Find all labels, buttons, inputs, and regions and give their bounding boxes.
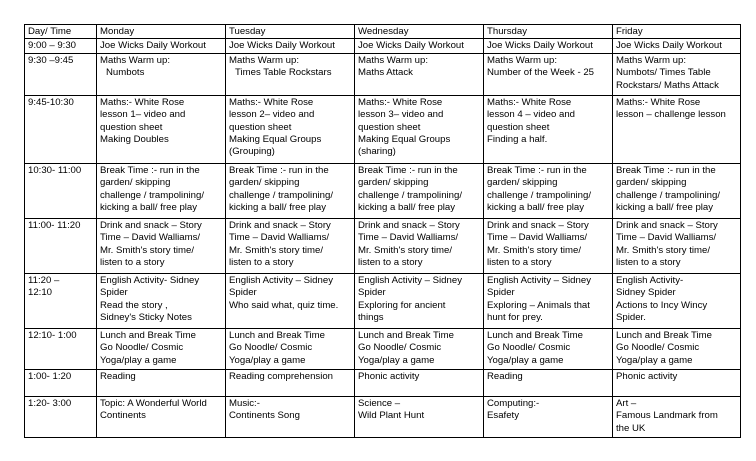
activity-cell-wednesday (355, 218, 484, 273)
time-label: 1:20- 3:00 (28, 397, 72, 409)
time-cell (25, 273, 97, 328)
activity-cell-wednesday (355, 95, 484, 163)
activity-line: Go Noodle/ Cosmic (229, 342, 313, 354)
activity-line: Drink and snack – Story (616, 219, 718, 231)
activity-line: kicking a ball/ free play (358, 202, 456, 214)
time-cell (25, 328, 97, 369)
activity-line: Go Noodle/ Cosmic (100, 342, 184, 354)
activity-line: garden/ skipping (616, 177, 687, 189)
activity-line: Mr. Smith's story time/ (100, 244, 195, 256)
time-label: 1:00- 1:20 (28, 370, 72, 382)
activity-line: Go Noodle/ Cosmic (358, 342, 442, 354)
header-label: Friday (616, 26, 643, 37)
header-monday (97, 25, 226, 39)
activity-line: Break Time :- run in the (358, 164, 458, 176)
activity-line: Yoga/play a game (616, 354, 693, 366)
activity-line: Spider (100, 287, 128, 299)
activity-line: challenge / trampolining/ (229, 189, 333, 201)
activity-line: challenge / trampolining/ (487, 189, 591, 201)
activity-cell-thursday (484, 218, 613, 273)
table-row (25, 369, 741, 396)
activity-cell-wednesday (355, 53, 484, 95)
activity-line: Continents Song (229, 410, 300, 422)
activity-line: Maths:- White Rose (616, 96, 701, 108)
activity-line: Phonic activity (616, 370, 678, 382)
activity-line: garden/ skipping (100, 177, 171, 189)
time-label: 9:30 –9:45 (28, 54, 74, 66)
activity-line: Joe Wicks Daily Workout (100, 40, 206, 52)
activity-cell-monday (97, 39, 226, 53)
activity-cell-monday (97, 95, 226, 163)
activity-line: English Activity- Sidney (100, 274, 200, 286)
activity-cell-tuesday (226, 95, 355, 163)
activity-line: Maths:- White Rose (229, 96, 314, 108)
activity-cell-friday (613, 39, 741, 53)
activity-line: (sharing) (358, 146, 396, 158)
header-wednesday (355, 25, 484, 39)
activity-cell-thursday (484, 39, 613, 53)
activity-line: Lunch and Break Time (229, 329, 325, 341)
timetable-body (25, 25, 741, 438)
activity-cell-tuesday (226, 39, 355, 53)
activity-line: Maths Warm up: (487, 54, 558, 66)
table-row (25, 218, 741, 273)
activity-line: Rockstars/ Maths Attack (616, 79, 719, 91)
activity-line: Science – (358, 397, 401, 409)
activity-line: Drink and snack – Story (229, 219, 331, 231)
activity-line: Reading (100, 370, 136, 382)
activity-line: the UK (616, 422, 646, 434)
activity-cell-monday (97, 218, 226, 273)
header-label: Tuesday (229, 26, 266, 37)
activity-line: Maths:- White Rose (358, 96, 443, 108)
activity-cell-tuesday (226, 53, 355, 95)
time-label: 9:00 – 9:30 (28, 40, 77, 52)
activity-line: Break Time :- run in the (616, 164, 716, 176)
activity-line: Drink and snack – Story (487, 219, 589, 231)
activity-cell-thursday (484, 95, 613, 163)
activity-cell-friday (613, 369, 741, 396)
activity-line: Mr. Smith's story time/ (616, 244, 711, 256)
activity-line: Sidney Spider (616, 287, 676, 299)
time-cell (25, 95, 97, 163)
activity-line: listen to a story (100, 257, 165, 269)
activity-line: Finding a half. (487, 134, 548, 146)
activity-line: English Activity – Sidney (487, 274, 591, 286)
activity-line: Topic: A Wonderful World (100, 397, 207, 409)
activity-line: Yoga/play a game (229, 354, 306, 366)
table-row (25, 273, 741, 328)
activity-line: question sheet (358, 121, 421, 133)
time-cell (25, 218, 97, 273)
activity-cell-monday (97, 369, 226, 396)
activity-cell-thursday (484, 53, 613, 95)
activity-line: Lunch and Break Time (100, 329, 196, 341)
time-cell (25, 369, 97, 396)
activity-line: lesson – challenge lesson (616, 109, 726, 121)
time-label: 9:45-10:30 (28, 96, 74, 108)
time-cell (25, 396, 97, 437)
activity-cell-monday (97, 163, 226, 218)
activity-line: Mr. Smith's story time/ (358, 244, 453, 256)
activity-cell-friday (613, 95, 741, 163)
timetable (24, 24, 741, 438)
activity-line: Yoga/play a game (358, 354, 435, 366)
activity-line: Numbots/ Times Table (616, 67, 711, 79)
header-friday (613, 25, 741, 39)
activity-line: Exploring – Animals that (487, 299, 590, 311)
activity-line: kicking a ball/ free play (487, 202, 585, 214)
activity-line: Actions to Incy Wincy (616, 299, 708, 311)
header-day-time (25, 25, 97, 39)
activity-line: Yoga/play a game (487, 354, 564, 366)
activity-line: listen to a story (487, 257, 552, 269)
activity-line: kicking a ball/ free play (100, 202, 198, 214)
activity-line: Joe Wicks Daily Workout (229, 40, 335, 52)
activity-line: Spider (487, 287, 515, 299)
activity-line: Making Equal Groups (229, 134, 322, 146)
activity-line: question sheet (229, 121, 292, 133)
activity-line: Who said what, quiz time. (229, 299, 339, 311)
activity-cell-thursday (484, 328, 613, 369)
activity-line: challenge / trampolining/ (100, 189, 204, 201)
activity-line: Continents (100, 410, 146, 422)
table-row (25, 163, 741, 218)
header-tuesday (226, 25, 355, 39)
activity-line: Wild Plant Hunt (358, 410, 425, 422)
activity-cell-friday (613, 273, 741, 328)
activity-line: lesson 3– video and (358, 109, 444, 121)
activity-cell-wednesday (355, 39, 484, 53)
time-label: 11:00- 11:20 (28, 219, 81, 231)
activity-line: lesson 4 – video and (487, 109, 576, 121)
activity-line: Maths Warm up: (358, 54, 429, 66)
activity-line: Famous Landmark from (616, 410, 718, 422)
activity-cell-thursday (484, 396, 613, 437)
activity-line: challenge / trampolining/ (358, 189, 462, 201)
activity-line: garden/ skipping (229, 177, 300, 189)
activity-line: Exploring for ancient (358, 299, 446, 311)
activity-cell-tuesday (226, 396, 355, 437)
activity-line: Spider (229, 287, 257, 299)
activity-line: lesson 1– video and (100, 109, 186, 121)
activity-line: English Activity- (616, 274, 684, 286)
activity-line: challenge / trampolining/ (616, 189, 720, 201)
activity-line: Yoga/play a game (100, 354, 177, 366)
header-label: Day/ Time (28, 26, 72, 37)
activity-cell-friday (613, 163, 741, 218)
activity-line: Drink and snack – Story (358, 219, 460, 231)
activity-line: garden/ skipping (358, 177, 429, 189)
activity-cell-friday (613, 328, 741, 369)
activity-line: question sheet (487, 121, 550, 133)
activity-line: garden/ skipping (487, 177, 558, 189)
activity-line: hunt for prey. (487, 312, 543, 324)
table-row (25, 328, 741, 369)
activity-line: Esafety (487, 410, 519, 422)
activity-line: Reading (487, 370, 523, 382)
activity-cell-thursday (484, 369, 613, 396)
activity-line: Art – (616, 397, 637, 409)
activity-cell-wednesday (355, 273, 484, 328)
activity-cell-monday (97, 328, 226, 369)
time-label: 12:10 (28, 287, 53, 299)
activity-line: English Activity – Sidney (229, 274, 333, 286)
header-label: Thursday (487, 26, 527, 37)
activity-line: Reading comprehension (229, 370, 333, 382)
table-row (25, 53, 741, 95)
activity-cell-monday (97, 273, 226, 328)
activity-line: kicking a ball/ free play (229, 202, 327, 214)
activity-line: Break Time :- run in the (100, 164, 200, 176)
activity-line: Maths Warm up: (616, 54, 687, 66)
activity-line: listen to a story (616, 257, 681, 269)
activity-cell-wednesday (355, 369, 484, 396)
activity-line: Maths Warm up: (229, 54, 300, 66)
activity-cell-wednesday (355, 328, 484, 369)
activity-line: Drink and snack – Story (100, 219, 202, 231)
activity-line: Go Noodle/ Cosmic (487, 342, 571, 354)
activity-cell-tuesday (226, 369, 355, 396)
activity-line: Lunch and Break Time (358, 329, 454, 341)
activity-line: Numbots (106, 67, 145, 79)
header-label: Monday (100, 26, 135, 37)
activity-line: Maths Attack (358, 67, 413, 79)
activity-cell-thursday (484, 273, 613, 328)
activity-line: Break Time :- run in the (487, 164, 587, 176)
activity-line: Maths:- White Rose (100, 96, 185, 108)
activity-line: Time – David Walliams/ (358, 232, 459, 244)
activity-line: Maths Warm up: (100, 54, 171, 66)
activity-cell-friday (613, 218, 741, 273)
time-label: 10:30- 11:00 (28, 164, 82, 176)
activity-cell-friday (613, 396, 741, 437)
activity-line: Spider. (616, 312, 646, 324)
activity-cell-wednesday (355, 396, 484, 437)
activity-line: Time – David Walliams/ (100, 232, 201, 244)
activity-line: Read the story , (100, 299, 168, 311)
activity-cell-tuesday (226, 273, 355, 328)
activity-line: Making Doubles (100, 134, 169, 146)
time-cell (25, 39, 97, 53)
activity-line: Mr. Smith's story time/ (487, 244, 582, 256)
activity-line: Maths:- White Rose (487, 96, 572, 108)
activity-cell-thursday (484, 163, 613, 218)
activity-line: English Activity – Sidney (358, 274, 462, 286)
activity-line: Phonic activity (358, 370, 420, 382)
activity-cell-tuesday (226, 163, 355, 218)
table-row (25, 39, 741, 53)
activity-cell-tuesday (226, 328, 355, 369)
activity-line: lesson 2– video and (229, 109, 315, 121)
activity-line: Joe Wicks Daily Workout (358, 40, 464, 52)
activity-cell-friday (613, 53, 741, 95)
activity-line: Number of the Week - 25 (487, 67, 595, 79)
activity-line: Time – David Walliams/ (229, 232, 330, 244)
table-row (25, 396, 741, 437)
activity-line: listen to a story (358, 257, 423, 269)
activity-line: Go Noodle/ Cosmic (616, 342, 700, 354)
activity-line: Spider (358, 287, 386, 299)
activity-line: Times Table Rockstars (235, 67, 332, 79)
activity-line: (Grouping) (229, 146, 275, 158)
time-cell (25, 163, 97, 218)
time-label: 11:20 – (28, 274, 60, 286)
activity-line: question sheet (100, 121, 163, 133)
activity-line: Lunch and Break Time (616, 329, 712, 341)
activity-line: Joe Wicks Daily Workout (487, 40, 593, 52)
activity-cell-monday (97, 53, 226, 95)
activity-line: Making Equal Groups (358, 134, 451, 146)
header-label: Wednesday (358, 26, 409, 37)
activity-line: Computing:- (487, 397, 540, 409)
activity-line: Time – David Walliams/ (616, 232, 717, 244)
activity-line: Music:- (229, 397, 260, 409)
activity-line: Lunch and Break Time (487, 329, 583, 341)
activity-line: kicking a ball/ free play (616, 202, 714, 214)
header-row (25, 25, 741, 39)
activity-line: things (358, 312, 384, 324)
activity-line: Sidney's Sticky Notes (100, 312, 192, 324)
activity-line: Joe Wicks Daily Workout (616, 40, 722, 52)
activity-cell-monday (97, 396, 226, 437)
header-thursday (484, 25, 613, 39)
activity-line: Time – David Walliams/ (487, 232, 588, 244)
activity-cell-tuesday (226, 218, 355, 273)
activity-line: Mr. Smith's story time/ (229, 244, 324, 256)
activity-line: Break Time :- run in the (229, 164, 329, 176)
table-row (25, 95, 741, 163)
time-label: 12:10- 1:00 (28, 329, 77, 341)
time-cell (25, 53, 97, 95)
activity-line: listen to a story (229, 257, 294, 269)
activity-cell-wednesday (355, 163, 484, 218)
